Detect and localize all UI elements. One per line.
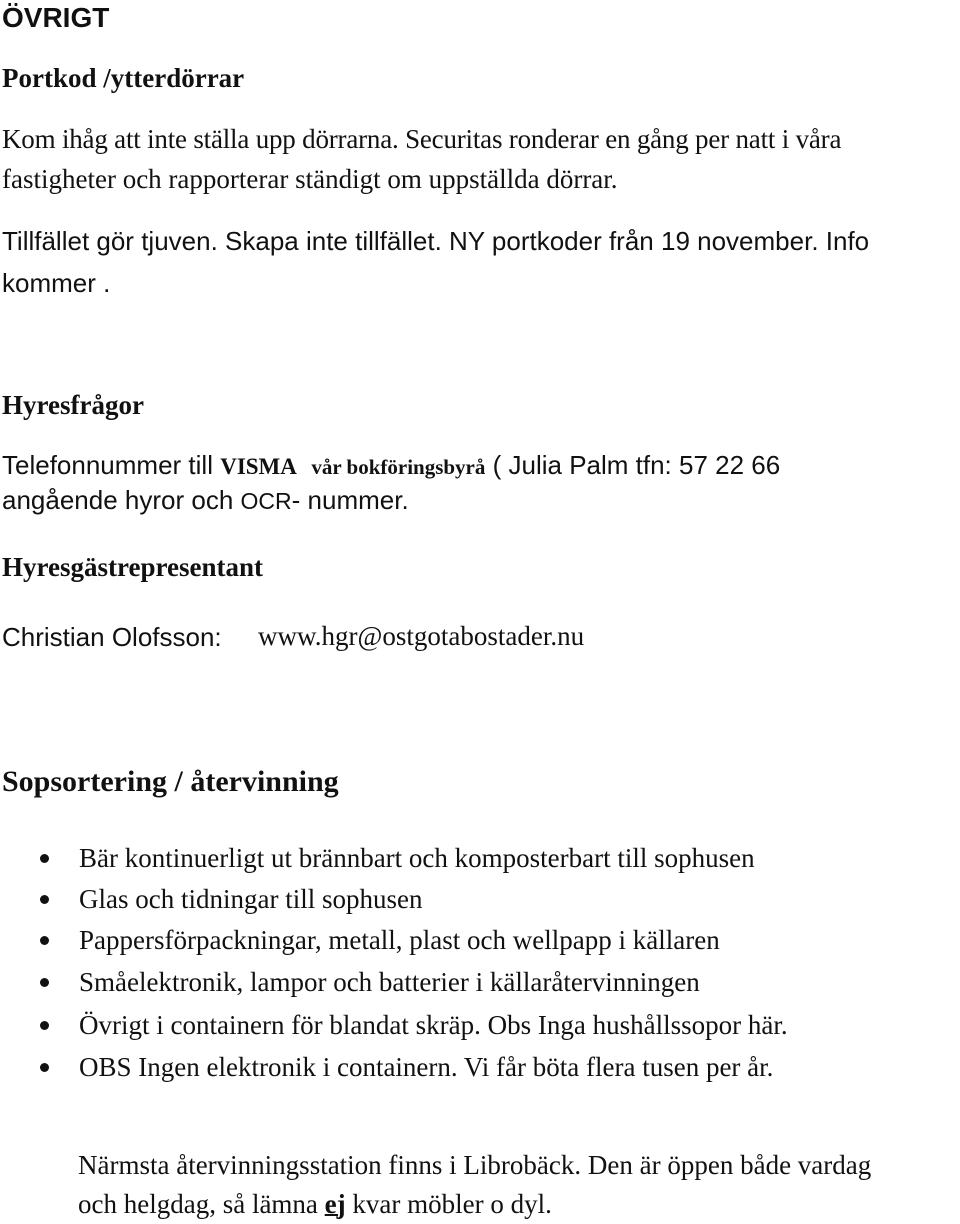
section-title-ovrigt: ÖVRIGT bbox=[2, 2, 110, 33]
list-item-text: Bär kontinuerligt ut brännbart och komposterbart till sophusen bbox=[79, 842, 755, 873]
hyresfragor-line-2-pre: angående hyror och bbox=[2, 485, 241, 515]
list-item-text: OBS Ingen elektronik i containern. Vi får böta flera tusen per år. bbox=[79, 1051, 774, 1082]
portkod-text-line-3: Tillfället gör tjuven. Skapa inte tillfället. NY portkoder från 19 november. Info bbox=[2, 226, 870, 256]
list-item bbox=[40, 1004, 788, 1046]
list-item-text: Småelektronik, lampor och batterier i källaråtervinningen bbox=[79, 966, 700, 997]
list-item-text: Pappersförpackningar, metall, plast och wellpapp i källaren bbox=[79, 924, 720, 955]
ocr-label: OCR bbox=[240, 488, 292, 514]
recycling-note-line-2 bbox=[78, 1189, 552, 1220]
list-item bbox=[40, 1046, 773, 1088]
hyresfragor-line-2 bbox=[2, 485, 409, 516]
bullet-icon bbox=[40, 1063, 49, 1072]
representative-email[interactable]: www.hgr@ostgotabostader.nu bbox=[258, 621, 585, 651]
recycling-note-line-1: Närmsta återvinningsstation finns i Librobäck. Den är öppen både vardag bbox=[78, 1150, 872, 1180]
hyresfragor-line-2-post: - nummer. bbox=[291, 485, 409, 515]
hyresfragor-line-1 bbox=[2, 450, 780, 481]
bullet-icon bbox=[40, 895, 49, 904]
hyresgastrepresentant-heading: Hyresgästrepresentant bbox=[2, 552, 263, 582]
list-item-text: Glas och tidningar till sophusen bbox=[79, 883, 423, 914]
representative-name: Christian Olofsson: bbox=[2, 622, 222, 652]
portkod-heading: Portkod /ytterdörrar bbox=[2, 63, 245, 93]
list-item bbox=[40, 837, 755, 879]
bullet-icon bbox=[40, 978, 49, 987]
hyresfragor-line-1-pre: Telefonnummer till bbox=[2, 450, 221, 480]
visma-label: VISMA bbox=[220, 454, 297, 479]
portkod-text-line-1: Kom ihåg att inte ställa upp dörrarna. Securitas ronderar en gång per natt i våra bbox=[2, 124, 842, 154]
bullet-icon bbox=[40, 936, 49, 945]
list-item-text: Övrigt i containern för blandat skräp. Obs Inga hushållssopor här. bbox=[79, 1009, 788, 1040]
recycling-note-line-2-pre: och helgdag, så lämna bbox=[78, 1189, 325, 1219]
list-item bbox=[40, 878, 422, 920]
bokforingsbyra-label: vår bokföringsbyrå bbox=[311, 455, 486, 479]
list-item bbox=[40, 961, 700, 1003]
hyresfragor-heading: Hyresfrågor bbox=[2, 390, 144, 420]
emphasis-ej: ej bbox=[324, 1189, 346, 1219]
list-item bbox=[40, 919, 720, 961]
recycling-note-line-2-post: kvar möbler o dyl. bbox=[345, 1189, 552, 1219]
bullet-icon bbox=[40, 1021, 49, 1030]
portkod-text-line-2: fastigheter och rapporterar ständigt om uppställda dörrar. bbox=[2, 164, 618, 194]
sopsortering-heading: Sopsortering / återvinning bbox=[2, 765, 339, 798]
hyresfragor-line-1-post: ( Julia Palm tfn: 57 22 66 bbox=[485, 450, 781, 480]
portkod-text-line-4: kommer . bbox=[2, 268, 111, 298]
bullet-icon bbox=[40, 854, 49, 863]
